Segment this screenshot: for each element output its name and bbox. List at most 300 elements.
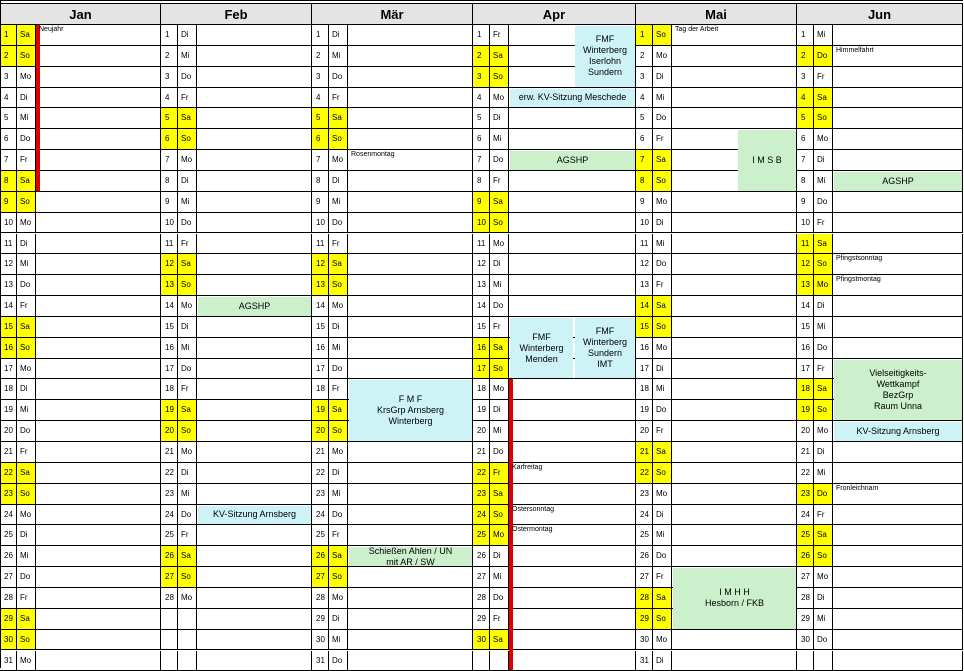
entry-cell[interactable] — [833, 630, 963, 651]
entry-cell[interactable] — [197, 25, 312, 46]
event-block[interactable] — [510, 318, 573, 379]
entry-cell[interactable] — [509, 254, 636, 275]
entry-cell[interactable] — [36, 588, 161, 609]
entry-cell[interactable] — [197, 67, 312, 88]
entry-cell[interactable] — [36, 359, 161, 380]
entry-cell[interactable] — [197, 108, 312, 129]
entry-cell[interactable] — [672, 338, 797, 359]
entry-cell[interactable] — [833, 150, 963, 171]
entry-cell[interactable] — [672, 463, 797, 484]
weekday-cell: So — [329, 421, 348, 442]
event-block[interactable] — [349, 547, 472, 566]
entry-cell[interactable] — [36, 88, 161, 109]
weekday-cell: Do — [17, 421, 36, 442]
day-number: 13 — [636, 275, 653, 296]
weekday-cell: So — [653, 25, 672, 46]
entry-cell[interactable] — [672, 234, 797, 255]
entry-cell[interactable] — [348, 25, 473, 46]
day-number: 7 — [473, 150, 490, 171]
entry-cell[interactable] — [672, 421, 797, 442]
day-number: 15 — [312, 317, 329, 338]
day-number: 5 — [0, 108, 17, 129]
entry-cell[interactable] — [36, 317, 161, 338]
entry-cell[interactable] — [197, 150, 312, 171]
weekday-cell: Di — [490, 108, 509, 129]
event-block[interactable] — [198, 506, 311, 525]
day-number: 19 — [797, 400, 814, 421]
weekday-cell: So — [814, 108, 833, 129]
event-label: AGSHP — [882, 176, 914, 187]
entry-cell[interactable] — [509, 275, 636, 296]
day-number: 26 — [797, 546, 814, 567]
entry-cell[interactable] — [509, 129, 636, 150]
entry-cell[interactable] — [833, 192, 963, 213]
entry-cell[interactable] — [509, 546, 636, 567]
weekday-cell: Mi — [17, 546, 36, 567]
entry-cell[interactable] — [197, 275, 312, 296]
entry-cell[interactable] — [509, 630, 636, 651]
day-number — [161, 651, 178, 671]
entry-cell[interactable] — [833, 296, 963, 317]
weekday-cell: Mo — [653, 338, 672, 359]
weekday-cell: Di — [653, 67, 672, 88]
entry-cell[interactable] — [36, 275, 161, 296]
entry-cell[interactable] — [348, 254, 473, 275]
day-number: 22 — [312, 463, 329, 484]
weekday-cell: Fr — [490, 609, 509, 630]
event-label: Vielseitigkeits- Wettkampf BezGrp Raum Unna — [869, 368, 926, 412]
entry-cell[interactable] — [509, 588, 636, 609]
event-label: I M H H Hesborn / FKB — [705, 587, 764, 609]
entry-cell[interactable] — [197, 129, 312, 150]
entry-cell[interactable] — [833, 88, 963, 109]
weekday-cell: Sa — [653, 150, 672, 171]
weekday-cell: Di — [490, 546, 509, 567]
weekday-cell: Di — [653, 213, 672, 234]
day-number: 25 — [0, 525, 17, 546]
entry-cell[interactable] — [833, 609, 963, 630]
day-number: 17 — [312, 359, 329, 380]
day-number: 23 — [797, 484, 814, 505]
weekday-cell: So — [178, 421, 197, 442]
entry-cell[interactable] — [833, 588, 963, 609]
day-number: 26 — [161, 546, 178, 567]
weekday-cell: Mi — [17, 400, 36, 421]
entry-cell[interactable] — [36, 651, 161, 671]
entry-cell[interactable] — [833, 525, 963, 546]
day-number — [473, 651, 490, 671]
entry-cell[interactable] — [672, 525, 797, 546]
weekday-cell: Fr — [653, 567, 672, 588]
weekday-cell: Mo — [814, 567, 833, 588]
day-number: 9 — [161, 192, 178, 213]
weekday-cell: Di — [178, 463, 197, 484]
day-number: 9 — [636, 192, 653, 213]
weekday-cell: Mi — [178, 484, 197, 505]
entry-cell[interactable] — [833, 234, 963, 255]
day-number: 27 — [636, 567, 653, 588]
event-block[interactable] — [834, 360, 962, 421]
entry-cell[interactable] — [36, 192, 161, 213]
entry-cell[interactable] — [36, 442, 161, 463]
entry-cell[interactable] — [672, 505, 797, 526]
weekday-cell: Sa — [814, 234, 833, 255]
holiday-label: Karfreitag — [512, 464, 542, 471]
day-number: 25 — [312, 525, 329, 546]
day-number: 3 — [473, 67, 490, 88]
entry-cell[interactable] — [672, 400, 797, 421]
entry-cell[interactable] — [197, 525, 312, 546]
entry-cell[interactable] — [348, 296, 473, 317]
day-number: 11 — [312, 234, 329, 255]
day-number: 22 — [473, 463, 490, 484]
entry-cell[interactable] — [197, 88, 312, 109]
day-number: 8 — [473, 171, 490, 192]
entry-cell[interactable] — [348, 317, 473, 338]
entry-cell[interactable] — [36, 67, 161, 88]
event-label: Schießen Ahlen / UN mit AR / SW — [369, 546, 453, 568]
entry-cell[interactable] — [197, 338, 312, 359]
day-number: 16 — [312, 338, 329, 359]
day-number: 28 — [797, 588, 814, 609]
day-number: 18 — [312, 379, 329, 400]
entry-cell[interactable] — [833, 567, 963, 588]
weekday-cell: Fr — [178, 379, 197, 400]
day-number: 15 — [473, 317, 490, 338]
event-block[interactable] — [198, 297, 311, 316]
weekday-cell: Sa — [329, 254, 348, 275]
day-number: 5 — [473, 108, 490, 129]
event-block[interactable] — [834, 172, 962, 191]
entry-cell[interactable] — [348, 88, 473, 109]
entry-cell[interactable] — [509, 567, 636, 588]
weekday-cell: So — [17, 630, 36, 651]
weekday-cell: Sa — [329, 546, 348, 567]
entry-cell[interactable] — [197, 379, 312, 400]
entry-cell[interactable] — [509, 171, 636, 192]
entry-cell[interactable] — [36, 484, 161, 505]
month-header: Jun — [797, 3, 963, 25]
day-number: 20 — [473, 421, 490, 442]
entry-cell[interactable] — [36, 213, 161, 234]
entry-cell[interactable] — [672, 108, 797, 129]
weekday-cell: So — [329, 275, 348, 296]
entry-cell[interactable] — [197, 567, 312, 588]
entry-cell[interactable] — [833, 651, 963, 671]
event-block[interactable] — [575, 26, 635, 87]
weekday-cell: Mi — [814, 609, 833, 630]
day-number: 1 — [0, 25, 17, 46]
event-block[interactable] — [738, 130, 796, 191]
weekday-cell: Sa — [178, 254, 197, 275]
entry-cell[interactable] — [348, 588, 473, 609]
weekday-cell: Fr — [814, 67, 833, 88]
weekday-cell: Mi — [490, 129, 509, 150]
entry-cell[interactable] — [197, 442, 312, 463]
entry-cell[interactable] — [348, 505, 473, 526]
entry-cell[interactable] — [348, 171, 473, 192]
entry-cell[interactable] — [833, 317, 963, 338]
entry-cell[interactable] — [36, 296, 161, 317]
weekday-cell: Fr — [17, 296, 36, 317]
weekday-cell: Do — [329, 213, 348, 234]
day-number: 7 — [797, 150, 814, 171]
entry-cell[interactable] — [197, 213, 312, 234]
day-number: 19 — [0, 400, 17, 421]
entry-cell[interactable] — [348, 129, 473, 150]
entry-cell[interactable] — [36, 234, 161, 255]
entry-cell[interactable] — [36, 129, 161, 150]
day-number: 1 — [312, 25, 329, 46]
day-number: 2 — [0, 46, 17, 67]
day-number: 23 — [0, 484, 17, 505]
day-number: 18 — [473, 379, 490, 400]
entry-cell[interactable] — [348, 108, 473, 129]
entry-cell[interactable] — [509, 484, 636, 505]
holiday-label: Ostersonntag — [512, 506, 554, 513]
day-number: 27 — [161, 567, 178, 588]
entry-cell[interactable] — [348, 359, 473, 380]
entry-cell[interactable] — [509, 400, 636, 421]
weekday-cell: Mo — [329, 150, 348, 171]
entry-cell[interactable] — [672, 379, 797, 400]
day-number: 3 — [0, 67, 17, 88]
entry-cell[interactable] — [672, 67, 797, 88]
entry-cell[interactable] — [672, 546, 797, 567]
day-number: 5 — [161, 108, 178, 129]
entry-cell[interactable] — [197, 421, 312, 442]
entry-cell[interactable] — [36, 46, 161, 67]
day-number: 22 — [636, 463, 653, 484]
entry-cell[interactable] — [36, 254, 161, 275]
entry-cell[interactable] — [36, 150, 161, 171]
entry-cell[interactable] — [672, 213, 797, 234]
entry-cell[interactable] — [36, 630, 161, 651]
entry-cell[interactable] — [833, 338, 963, 359]
day-number: 8 — [0, 171, 17, 192]
entry-cell[interactable] — [348, 463, 473, 484]
weekday-cell: Mo — [653, 46, 672, 67]
day-number: 20 — [161, 421, 178, 442]
entry-cell[interactable] — [509, 421, 636, 442]
weekday-cell: Di — [17, 379, 36, 400]
event-block[interactable] — [349, 380, 472, 441]
entry-cell[interactable] — [833, 25, 963, 46]
entry-cell[interactable] — [672, 317, 797, 338]
day-number: 3 — [636, 67, 653, 88]
entry-cell[interactable] — [348, 213, 473, 234]
day-number: 26 — [312, 546, 329, 567]
weekday-cell: Fr — [178, 234, 197, 255]
day-number: 6 — [0, 129, 17, 150]
entry-cell[interactable] — [197, 484, 312, 505]
entry-cell[interactable] — [36, 379, 161, 400]
entry-cell[interactable] — [833, 546, 963, 567]
entry-cell[interactable] — [509, 442, 636, 463]
day-number: 3 — [312, 67, 329, 88]
event-label: KV-Sitzung Arnsberg — [856, 426, 939, 437]
entry-cell[interactable] — [509, 296, 636, 317]
entry-cell[interactable] — [197, 359, 312, 380]
entry-cell[interactable] — [197, 171, 312, 192]
event-block[interactable] — [673, 568, 796, 629]
entry-cell[interactable] — [36, 567, 161, 588]
entry-cell[interactable] — [672, 484, 797, 505]
entry-cell[interactable] — [509, 234, 636, 255]
entry-cell[interactable] — [197, 192, 312, 213]
entry-cell[interactable] — [348, 275, 473, 296]
day-number: 6 — [161, 129, 178, 150]
entry-cell[interactable] — [348, 484, 473, 505]
event-label: KV-Sitzung Arnsberg — [213, 509, 296, 520]
entry-cell[interactable] — [672, 359, 797, 380]
weekday-cell: Mi — [814, 317, 833, 338]
entry-cell[interactable] — [672, 46, 797, 67]
entry-cell[interactable] — [36, 400, 161, 421]
entry-cell[interactable] — [197, 46, 312, 67]
entry-cell[interactable] — [36, 505, 161, 526]
day-number: 4 — [797, 88, 814, 109]
entry-cell[interactable] — [197, 400, 312, 421]
weekday-cell: So — [178, 567, 197, 588]
weekday-cell: Mi — [653, 525, 672, 546]
event-block[interactable] — [575, 318, 635, 379]
entry-cell[interactable] — [348, 234, 473, 255]
weekday-cell: Mo — [329, 296, 348, 317]
weekday-cell: Fr — [490, 463, 509, 484]
day-number: 13 — [473, 275, 490, 296]
weekday-cell: Do — [814, 338, 833, 359]
entry-cell[interactable] — [348, 609, 473, 630]
entry-cell[interactable] — [833, 108, 963, 129]
entry-cell[interactable] — [672, 442, 797, 463]
entry-cell[interactable] — [509, 213, 636, 234]
day-number: 16 — [636, 338, 653, 359]
entry-cell[interactable] — [833, 213, 963, 234]
day-number: 16 — [0, 338, 17, 359]
entry-cell[interactable] — [672, 275, 797, 296]
entry-cell[interactable] — [348, 567, 473, 588]
entry-cell[interactable] — [348, 338, 473, 359]
entry-cell[interactable] — [672, 254, 797, 275]
entry-cell[interactable] — [348, 46, 473, 67]
month-header: Mai — [636, 3, 797, 25]
day-number: 24 — [797, 505, 814, 526]
day-number: 12 — [797, 254, 814, 275]
entry-cell[interactable] — [197, 234, 312, 255]
holiday-label: Neujahr — [39, 26, 64, 33]
entry-cell[interactable] — [348, 630, 473, 651]
entry-cell[interactable] — [348, 192, 473, 213]
entry-cell[interactable] — [36, 525, 161, 546]
weekday-cell: Fr — [653, 421, 672, 442]
entry-cell[interactable] — [197, 317, 312, 338]
weekday-cell — [814, 651, 833, 671]
day-number: 25 — [797, 525, 814, 546]
entry-cell[interactable] — [348, 67, 473, 88]
entry-cell[interactable] — [509, 651, 636, 671]
entry-cell[interactable] — [197, 546, 312, 567]
day-number: 1 — [636, 25, 653, 46]
weekday-cell: Sa — [17, 25, 36, 46]
day-number: 10 — [0, 213, 17, 234]
day-number: 17 — [797, 359, 814, 380]
day-number: 22 — [0, 463, 17, 484]
entry-cell[interactable] — [197, 609, 312, 630]
entry-cell[interactable] — [833, 442, 963, 463]
weekday-cell: Mo — [178, 296, 197, 317]
entry-cell[interactable] — [348, 442, 473, 463]
entry-cell[interactable] — [833, 505, 963, 526]
weekday-cell: Mi — [490, 567, 509, 588]
day-number: 5 — [312, 108, 329, 129]
entry-cell[interactable] — [672, 296, 797, 317]
entry-cell[interactable] — [36, 546, 161, 567]
entry-cell[interactable] — [348, 651, 473, 671]
entry-cell[interactable] — [36, 338, 161, 359]
entry-cell[interactable] — [197, 651, 312, 671]
entry-cell[interactable] — [197, 463, 312, 484]
day-number: 27 — [797, 567, 814, 588]
entry-cell[interactable] — [36, 463, 161, 484]
entry-cell[interactable] — [672, 630, 797, 651]
entry-cell[interactable] — [509, 192, 636, 213]
entry-cell[interactable] — [509, 108, 636, 129]
entry-cell[interactable] — [36, 421, 161, 442]
day-number: 2 — [797, 46, 814, 67]
entry-cell[interactable] — [833, 463, 963, 484]
entry-cell[interactable] — [672, 192, 797, 213]
day-number: 11 — [0, 234, 17, 255]
entry-cell[interactable] — [36, 108, 161, 129]
entry-cell[interactable] — [672, 651, 797, 671]
entry-cell[interactable] — [36, 171, 161, 192]
entry-cell[interactable] — [36, 609, 161, 630]
weekday-cell: Di — [653, 359, 672, 380]
weekday-cell: Mo — [490, 234, 509, 255]
entry-cell[interactable] — [197, 630, 312, 651]
day-number: 21 — [312, 442, 329, 463]
entry-cell[interactable] — [509, 379, 636, 400]
entry-cell[interactable] — [197, 254, 312, 275]
weekday-cell: Di — [329, 317, 348, 338]
weekday-cell: Mi — [178, 46, 197, 67]
event-block[interactable] — [510, 89, 635, 108]
day-number: 24 — [473, 505, 490, 526]
weekday-cell: Di — [329, 171, 348, 192]
weekday-cell: Di — [490, 400, 509, 421]
day-number: 12 — [312, 254, 329, 275]
weekday-cell: Do — [653, 400, 672, 421]
entry-cell[interactable] — [197, 588, 312, 609]
entry-cell[interactable] — [672, 88, 797, 109]
day-number: 28 — [636, 588, 653, 609]
entry-cell[interactable] — [833, 67, 963, 88]
event-block[interactable] — [510, 151, 635, 170]
day-number: 16 — [161, 338, 178, 359]
event-block[interactable] — [834, 422, 962, 441]
entry-cell[interactable] — [833, 129, 963, 150]
day-number: 20 — [797, 421, 814, 442]
entry-cell[interactable] — [348, 525, 473, 546]
day-number: 27 — [312, 567, 329, 588]
weekday-cell: Do — [329, 359, 348, 380]
weekday-cell: Do — [329, 67, 348, 88]
entry-cell[interactable] — [509, 609, 636, 630]
weekday-cell: So — [490, 505, 509, 526]
weekday-cell: Fr — [178, 525, 197, 546]
weekday-cell: Di — [329, 25, 348, 46]
